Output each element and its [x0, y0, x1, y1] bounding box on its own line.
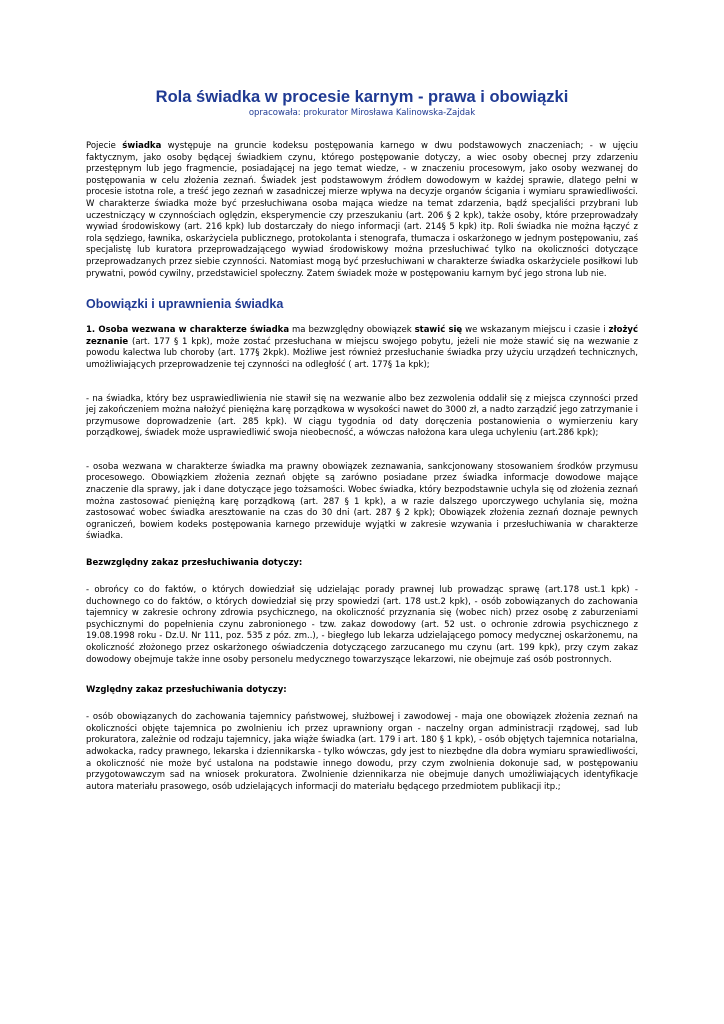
intro-bold-term: świadka — [122, 141, 162, 151]
relative-ban-text: - osób obowiązanych do zachowania tajemnicy państwowej, służbowej i zawodowej - maja one obowiązek złożenia zeznań na okoliczności objęte tajemnica po zwolnieniu ich przez uprawniony organ - naczelny organ administracji rządowej, sad lub prokuratora, zależnie od rodzaju tajemnicy, jaka wiąże świadka (art. 179 i art. 180 § 1 kpk), - osób objętych tajemnica notarialna, adwokacka, radcy prawnego, lekarska i dziennikarska - tylko wówczas, gdy jest to niezbędne dla dobra wymiaru sprawiedliwości, a okoliczność nie może być ustalona na podstawie innego dowodu, przy czym zwolnienia dokonuje sad, w postępowaniu przygotowawczym sad na wniosek prokuratora. Zwolnienie dziennikarza nie obejmuje danych umożliwiających identyfikacje autora materiału prasowego, osób udzielających informacji do materiału będącego przedmiotem publikacji itp.; — [86, 712, 638, 792]
absolute-ban-text: - obrońcy co do faktów, o których dowiedział się udzielając porady prawnej lub prowadząc sprawę (art.178 ust.1 kpk) - duchownego co do faktów, o których dowiedział się przy spowiedzi (art. 178 ust.2 kpk), - osób zobowiązanych do zachowania tajemnicy w zakresie ochrony zdrowia psychicznego, na okoliczność przyznania się (wobec nich) przez osobę z zaburzeniami psychicznymi do popełnienia czynu zabronionego - tzw. zakaz dowodowy (art. 52 ust. o ochronie zdrowia psychicznego z 19.08.1998 roku - Dz.U. Nr 111, poz. 535 z póz. zm..), - biegłego lub lekarza udzielającego pomocy medycznej oskarżonemu, na okoliczność złożonego przez oskarżonego oświadczenia dotyczącego zarzucanego mu czynu (art. 199 kpk), przy czym zakaz dowodowy obejmuje także inne osoby personelu medycznego towarzyszące lekarzowi, nie obejmuje zaś osób postronnych. — [86, 585, 638, 665]
duty-paragraph: - osoba wezwana w charakterze świadka ma prawny obowiązek zeznawania, sankcjonowany stosowaniem środków przymusu procesowego. Obowiązkiem złożenia zeznań objęte są zarówno posiadane przez świadka informacje dowodowe mające znaczenie dla sprawy, jak i dane dotyczące jego tożsamości. Wobec świadka, który bezpodstawnie uchyla się od złożenia zeznań można zastosować pieniężną karę porządkową (art. 287 § 1 kpk), a w razie dalszego uporczywego uchylania się, można zastosować wobec świadka aresztowanie na czas do 30 dni (art. 287 § 2 kpk); Obowiązek złożenia zeznań doznaje pewnych ograniczeń, bowiem kodeks postępowania karnego przewiduje wyjątki w zakresie wzywania i przesłuchiwania w charakterze świadka. — [86, 461, 638, 542]
relative-ban-heading: Względny zakaz przesłuchiwania dotyczy: — [86, 685, 287, 696]
intro-paragraph: Pojecie świadka występuje na gruncie kodeksu postępowania karnego w dwu podstawowych znaczeniach; - w ujęciu faktycznym, jako osoby będącej świadkiem czynu, którego postępowanie dotyczy, a wiec osoby obecnej przy zdarzeniu przestępnym lub jego fragmencie, posiadającej na jego temat wiedze, - w znaczeniu procesowym, jako osoby wezwanej do postępowania w celu złożenia zeznań. Świadek jest podstawowym źródłem dowodowym w każdej sprawie, dlatego pełni w procesie istotna role, a treść jego zeznań w zasadniczej mierze wpływa na decyzje organów ścigania i wymiaru sprawiedliwości. W charakterze świadka może być przesłuchiwana osoba mająca wiedze na temat zdarzenia, bądź specjaliści przybrani lub uczestniczący w czynnościach oględzin, eksperymencie czy przeszukaniu (art. 206 § 2 kpk), także osoby, które przeprowadzały wywiad środowiskowy (art. 216 kpk) lub dostarczały do niego informacji (art. 214§ 5 kpk) itp. Roli świadka nie można łączyć z rola sędziego, ławnika, oskarżyciela publicznego, protokolanta i stenografa, tłumacza i oskarżonego w jednym postępowaniu, zaś specjalistę lub kuratora przeprowadzającego wywiad środowiskowy można przesłuchiwać tylko na okoliczności dotyczące przeprowadzanych przez siebie czynności. Natomiast mogą być przesłuchiwani w charakterze świadka oskarżyciele posiłkowi lub prywatni, powód cywilny, przedstawiciel społeczny. Zatem świadek może w postępowaniu karnym być jego strona lub nie. — [86, 141, 638, 279]
penalty-paragraph: - na świadka, który bez usprawiedliwienia nie stawił się na wezwanie albo bez zezwolenia oddalił się z miejsca czynności przed jej zakończeniem można nałożyć pieniężna karę porządkowa w wysokości nawet do 3000 zł, a nadto zarządzić jego zatrzymanie i przymusowe doprowadzenie (art. 285 kpk). W ciągu tygodnia od daty doręczenia postanowienia o wymierzeniu kary porządkowej, świadek może usprawiedliwić swoja nieobecność, a wówczas nałożona kara ulega uchyleniu (art.286 kpk); — [86, 393, 638, 439]
document-title: Rola świadka w procesie karnym - prawa i obowiązki — [155, 88, 569, 106]
absolute-ban-heading: Bezwzględny zakaz przesłuchiwania dotyczy: — [86, 558, 303, 569]
section-heading: Obowiązki i uprawnienia świadka — [86, 297, 284, 312]
point-1-paragraph: 1. Osoba wezwana w charakterze świadka ma bezwzględny obowiązek stawić się we wskazanym miejscu i czasie i złożyć zeznanie (art. 177 § 1 kpk), może zostać przesłuchana w miejscu swojego pobytu, jeżeli nie może stawić się na wezwanie z powodu kalectwa lub choroby (art. 177§ 2kpk). Możliwe jest również przesłuchanie świadka przy użyciu urządzeń technicznych, umożliwiających przeprowadzenie tej czynności na odległość ( art. 177§ 1a kpk); — [86, 325, 638, 370]
document-subtitle: opracowała: prokurator Mirosława Kalinowska-Zajdak — [248, 108, 476, 118]
